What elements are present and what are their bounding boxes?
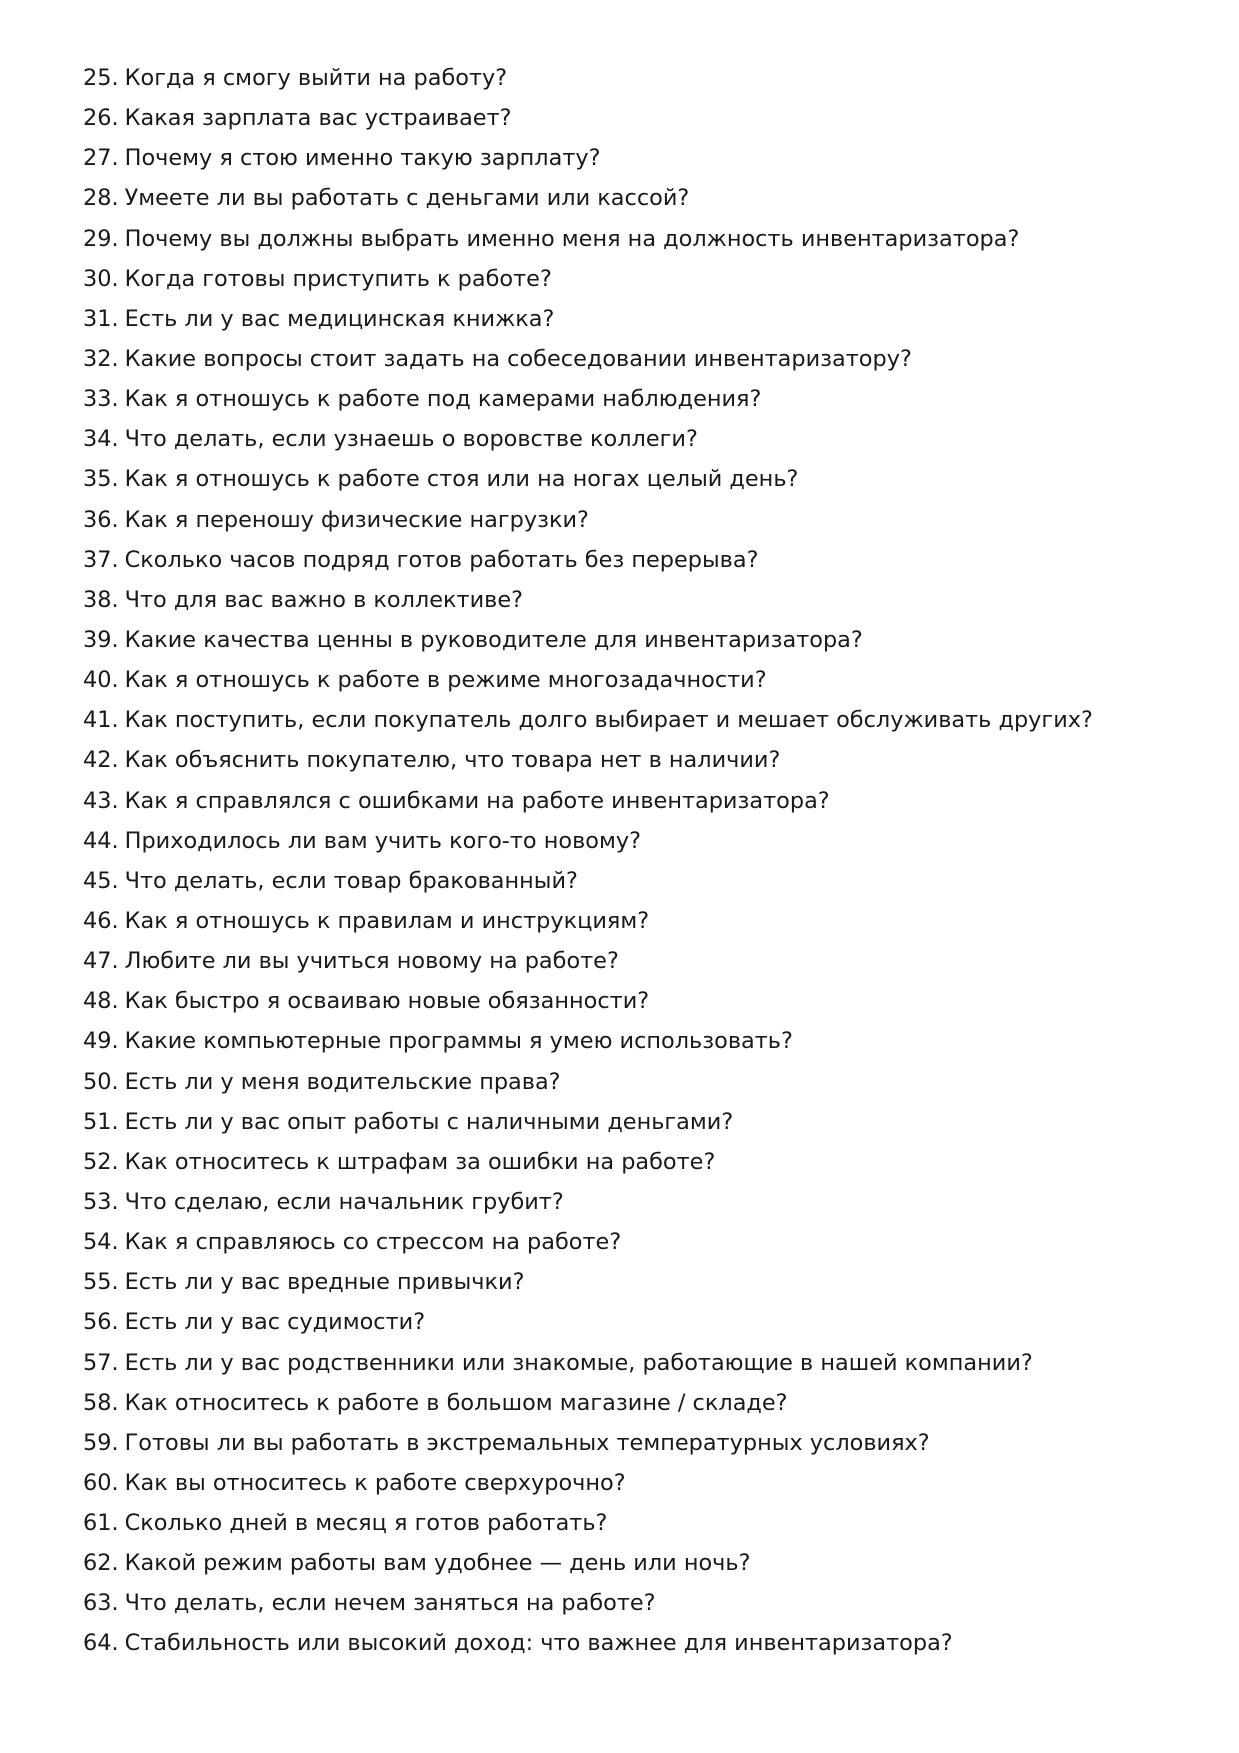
question-text: Какой режим работы вам удобнее — день или ночь? — [124, 1550, 751, 1577]
question-number: 28. — [83, 185, 119, 212]
question-text: Есть ли у вас медицинская книжка? — [124, 305, 555, 332]
question-text: Как относитесь к работе в большом магазине / складе? — [124, 1389, 788, 1416]
question-text: Как я отношусь к правилам и инструкциям? — [124, 907, 650, 934]
list-item — [83, 459, 1183, 499]
list-item — [83, 1222, 1183, 1262]
list-item — [83, 219, 1183, 259]
question-number: 57. — [83, 1349, 119, 1376]
list-item — [83, 178, 1183, 218]
list-item — [83, 700, 1183, 740]
question-text: Что для вас важно в коллективе? — [124, 586, 523, 613]
question-number: 62. — [83, 1550, 119, 1577]
question-text: Есть ли у меня водительские права? — [124, 1068, 561, 1095]
question-text: Есть ли у вас вредные привычки? — [124, 1269, 525, 1296]
question-number: 38. — [83, 586, 119, 613]
question-text: Есть ли у вас судимости? — [124, 1309, 426, 1336]
list-item — [83, 500, 1183, 540]
question-text: Что сделаю, если начальник грубит? — [124, 1188, 564, 1215]
question-number: 46. — [83, 907, 119, 934]
question-text: Когда я смогу выйти на работу? — [124, 65, 508, 91]
question-number: 34. — [83, 426, 119, 453]
list-item — [83, 1463, 1183, 1503]
list-item — [83, 941, 1183, 981]
question-text: Как я отношусь к работе в режиме многозадачности? — [124, 667, 767, 694]
question-text: Как поступить, если покупатель долго выбирает и мешает обслуживать других? — [124, 707, 1093, 734]
question-number: 50. — [83, 1068, 119, 1095]
question-number: 51. — [83, 1108, 119, 1135]
list-item — [83, 98, 1183, 138]
question-number: 30. — [83, 265, 119, 292]
question-number: 29. — [83, 225, 119, 252]
question-text: Приходилось ли вам учить кого-то новому? — [124, 827, 642, 854]
question-number: 54. — [83, 1229, 119, 1256]
question-number: 58. — [83, 1389, 119, 1416]
list-item — [83, 259, 1183, 299]
question-text: Умеете ли вы работать с деньгами или кассой? — [124, 185, 690, 212]
question-number: 53. — [83, 1188, 119, 1215]
list-item — [83, 1503, 1183, 1543]
question-text: Как вы относитесь к работе сверхурочно? — [124, 1469, 626, 1496]
question-text: Почему я стою именно такую зарплату? — [124, 145, 601, 172]
question-text: Сколько часов подряд готов работать без перерыва? — [124, 546, 759, 573]
question-number: 47. — [83, 948, 119, 975]
list-item — [83, 781, 1183, 821]
question-text: Любите ли вы учиться новому на работе? — [124, 948, 619, 975]
question-text: Есть ли у вас опыт работы с наличными деньгами? — [124, 1108, 734, 1135]
list-item — [83, 1383, 1183, 1423]
list-item — [83, 1423, 1183, 1463]
question-number: 42. — [83, 747, 119, 774]
list-item — [83, 339, 1183, 379]
question-number: 44. — [83, 827, 119, 854]
question-text: Как быстро я осваиваю новые обязанности? — [124, 988, 650, 1015]
list-item — [83, 1102, 1183, 1142]
list-item — [83, 1543, 1183, 1583]
question-text: Какие компьютерные программы я умею использовать? — [124, 1028, 793, 1055]
list-item — [83, 620, 1183, 660]
question-number: 32. — [83, 345, 119, 372]
list-item — [83, 1302, 1183, 1342]
question-number: 59. — [83, 1429, 119, 1456]
question-text: Как я переношу физические нагрузки? — [124, 506, 589, 533]
question-list — [83, 58, 1183, 1664]
question-text: Готовы ли вы работать в экстремальных температурных условиях? — [124, 1429, 930, 1456]
list-item — [83, 660, 1183, 700]
question-text: Как относитесь к штрафам за ошибки на работе? — [124, 1148, 716, 1175]
question-number: 35. — [83, 466, 119, 493]
question-number: 55. — [83, 1269, 119, 1296]
question-number: 60. — [83, 1469, 119, 1496]
list-item — [83, 580, 1183, 620]
question-text: Как объяснить покупателю, что товара нет в наличии? — [124, 747, 781, 774]
question-text: Что делать, если нечем заняться на работе? — [124, 1590, 656, 1617]
question-text: Когда готовы приступить к работе? — [124, 265, 552, 292]
list-item — [83, 1062, 1183, 1102]
question-number: 39. — [83, 626, 119, 653]
question-number: 27. — [83, 145, 119, 172]
list-item — [83, 379, 1183, 419]
list-item — [83, 138, 1183, 178]
question-text: Как я отношусь к работе стоя или на ногах целый день? — [124, 466, 799, 493]
question-number: 49. — [83, 1028, 119, 1055]
list-item — [83, 901, 1183, 941]
list-item — [83, 1623, 1183, 1663]
question-number: 36. — [83, 506, 119, 533]
question-number: 63. — [83, 1590, 119, 1617]
list-item — [83, 540, 1183, 580]
question-text: Как я справляюсь со стрессом на работе? — [124, 1229, 622, 1256]
list-item — [83, 1021, 1183, 1061]
question-text: Есть ли у вас родственники или знакомые, работающие в нашей компании? — [124, 1349, 1033, 1376]
question-text: Какие качества ценны в руководителе для инвентаризатора? — [124, 626, 863, 653]
question-number: 48. — [83, 988, 119, 1015]
question-number: 61. — [83, 1510, 119, 1537]
question-number: 37. — [83, 546, 119, 573]
list-item — [83, 419, 1183, 459]
question-text: Как я справлялся с ошибками на работе инвентаризатора? — [124, 787, 830, 814]
question-number: 25. — [83, 65, 119, 91]
question-number: 56. — [83, 1309, 119, 1336]
list-item — [83, 1262, 1183, 1302]
list-item — [83, 821, 1183, 861]
question-number: 64. — [83, 1630, 119, 1657]
question-number: 41. — [83, 707, 119, 734]
list-item — [83, 1142, 1183, 1182]
question-text: Почему вы должны выбрать именно меня на должность инвентаризатора? — [124, 225, 1020, 252]
question-text: Какая зарплата вас устраивает? — [124, 105, 512, 132]
list-item — [83, 740, 1183, 780]
question-text: Стабильность или высокий доход: что важнее для инвентаризатора? — [124, 1630, 953, 1657]
list-item — [83, 861, 1183, 901]
question-number: 52. — [83, 1148, 119, 1175]
question-text: Как я отношусь к работе под камерами наблюдения? — [124, 386, 762, 413]
question-number: 33. — [83, 386, 119, 413]
question-text: Что делать, если товар бракованный? — [124, 867, 578, 894]
question-number: 26. — [83, 105, 119, 132]
question-number: 45. — [83, 867, 119, 894]
question-text: Какие вопросы стоит задать на собеседовании инвентаризатору? — [124, 345, 912, 372]
list-item — [83, 981, 1183, 1021]
question-number: 31. — [83, 305, 119, 332]
list-item — [83, 1343, 1183, 1383]
question-text: Сколько дней в месяц я готов работать? — [124, 1510, 608, 1537]
question-number: 43. — [83, 787, 119, 814]
question-number: 40. — [83, 667, 119, 694]
list-item — [83, 58, 1183, 98]
question-text: Что делать, если узнаешь о воровстве коллеги? — [124, 426, 698, 453]
list-item — [83, 1583, 1183, 1623]
list-item — [83, 1182, 1183, 1222]
list-item — [83, 299, 1183, 339]
